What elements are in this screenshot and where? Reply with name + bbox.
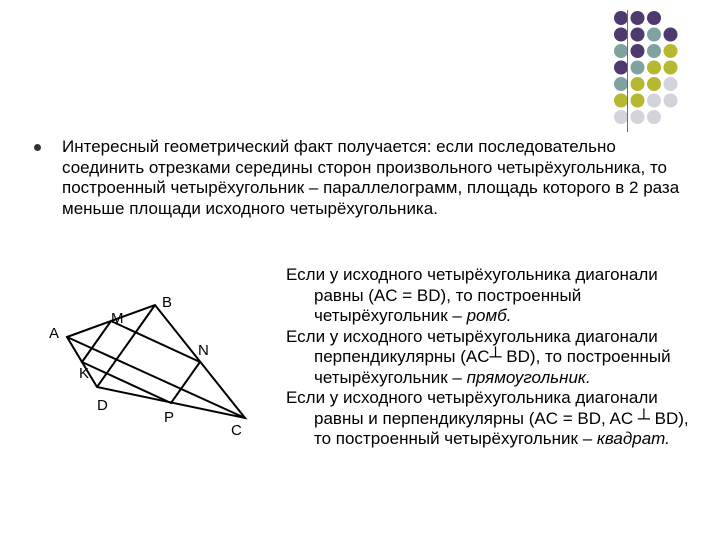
decorative-dot: [631, 44, 645, 58]
decorative-dot: [631, 110, 645, 124]
decorative-dot: [614, 44, 628, 58]
decorative-dot: [614, 77, 628, 91]
decorative-dot: [647, 28, 661, 42]
decorative-dot: [631, 28, 645, 42]
vertex-label-C: C: [231, 422, 242, 439]
decorative-dot: [614, 61, 628, 75]
decorative-dot: [647, 11, 661, 25]
property-rhombus: [286, 265, 706, 327]
decorative-dot: [647, 94, 661, 108]
decorative-dot: [647, 44, 661, 58]
property-rectangle: [286, 327, 706, 389]
properties-text-block: [286, 265, 706, 450]
property-square-emphasis: квадрат.: [596, 429, 670, 448]
property-rectangle-text: Если у исходного четырёхугольника диагонали перпендикулярны (AC┴ BD), то построенный четырёхугольник: [286, 326, 671, 387]
decorative-dot: [614, 11, 628, 25]
midpoint-label-K: K: [79, 365, 90, 382]
diagonal-BD: [97, 305, 155, 387]
decorative-dot: [664, 44, 678, 58]
decorative-dot: [664, 61, 678, 75]
decorative-dot: [614, 110, 628, 124]
bullet-icon: [34, 144, 41, 151]
midpoint-parallelogram-MNPK: [82, 321, 200, 403]
decorative-dot: [631, 77, 645, 91]
vertex-label-B: B: [162, 294, 173, 311]
midpoint-label-P: P: [164, 409, 175, 426]
decorative-dot: [631, 61, 645, 75]
decorative-dot: [664, 77, 678, 91]
decorative-dot: [614, 28, 628, 42]
vertex-label-A: A: [49, 325, 60, 342]
property-square-text: Если у исходного четырёхугольника диагонали равны и перпендикулярны (AC = BD, AC ┴ BD), то построенный четырёхугольник –: [286, 388, 689, 448]
decorative-dot: [664, 28, 678, 42]
vertex-label-D: D: [97, 397, 108, 414]
diagonal-AC: [67, 337, 245, 418]
main-paragraph: Интересный геометрический факт получается: если последовательно соединить отрезками середины сторон произвольного четырёхугольника, то построенный четырёхугольник – параллелограмм, площадь которого в 2 раза меньше площади исходного четырёхугольника.: [62, 137, 680, 218]
decorative-dot: [647, 110, 661, 124]
midpoint-label-M: M: [111, 310, 124, 327]
decorative-dot: [664, 94, 678, 108]
property-rhombus-text: Если у исходного четырёхугольника диагонали равны (AC = BD), то построенный четырёхугольник –: [286, 265, 658, 325]
decorative-dot: [647, 77, 661, 91]
property-rhombus-emphasis: ромб.: [466, 306, 512, 325]
decorative-dot: [631, 11, 645, 25]
decorative-dot: [647, 61, 661, 75]
quadrilateral-diagram: [49, 285, 265, 445]
decorative-dot-grid: [0, 0, 720, 130]
decorative-dot: [631, 94, 645, 108]
property-square: [286, 388, 706, 450]
quadrilateral-ABCD: [67, 305, 245, 418]
decorative-dot: [614, 94, 628, 108]
decorative-divider-line: [627, 10, 628, 132]
midpoint-label-N: N: [198, 342, 209, 359]
property-rectangle-emphasis: – прямоугольник.: [452, 367, 591, 387]
